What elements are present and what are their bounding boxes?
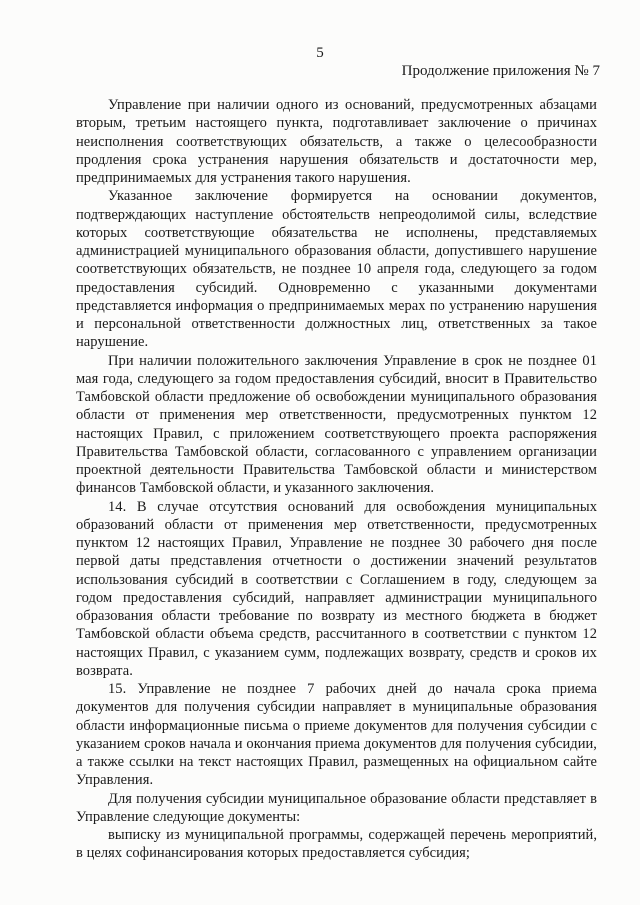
paragraph-documents-intro: Для получения субсидии муниципальное образование области представляет в Управление следующие документы: [76, 790, 597, 825]
appendix-continuation-header: Продолжение приложения № 7 [401, 63, 600, 79]
paragraph-item-15: 15. Управление не позднее 7 рабочих дней до начала срока приема документов для получения субсидии направляет в муниципальные образования области информационные письма о приеме документов для получения субсидии с указанием сроков начала и окончания приема документов для получения субсидии, а также ссылки на текст настоящих Правил, размещенных на официальном сайте Управления. [76, 681, 597, 789]
paragraph-program-extract: выписку из муниципальной программы, содержащей перечень мероприятий, в целях софинансирования которых предоставляется субсидия; [76, 827, 597, 862]
page-number: 5 [316, 45, 324, 61]
document-body [76, 96, 597, 863]
paragraph-conclusion: Управление при наличии одного из оснований, предусмотренных абзацами вторым, третьим настоящего пункта, подготавливает заключение о причинах неисполнения соответствующих обязательств, а также о целесообразности продления срока устранения нарушения обязательств и достаточности мер, предпринимаемых для устранения такого нарушения. [76, 97, 597, 186]
paragraph-positive-conclusion: При наличии положительного заключения Управление в срок не позднее 01 мая года, следующего за годом предоставления субсидий, вносит в Правительство Тамбовской области предложение об освобождении муниципального образования области от применения мер ответственности, предусмотренных пунктом 12 настоящих Правил, с приложением соответствующего проекта распоряжения Правительства Тамбовской области, согласованного с управлением организации проектной деятельности Правительства Тамбовской области и министерством финансов Тамбовской области, и указанного заключения. [76, 352, 597, 497]
paragraph-conclusion-basis: Указанное заключение формируется на основании документов, подтверждающих наступление обстоятельств непреодолимой силы, вследствие которых соответствующие обязательства не исполнены, представляемых администрацией муниципального образования области, допустившего нарушение соответствующих обязательств, не позднее 10 апреля года, следующего за годом предоставления субсидий. Одновременно с указанными документами представляется информация о предпринимаемых мерах по устранению нарушения и персональной ответственности должностных лиц, ответственных за такое нарушение. [76, 188, 597, 351]
paragraph-item-14: 14. В случае отсутствия оснований для освобождения муниципальных образований области от применения мер ответственности, предусмотренных пунктом 12 настоящих Правил, Управление не позднее 30 рабочего дня после первой даты представления отчетности о достижении значений результатов использования субсидий в соответствии с Соглашением в году, следующем за годом предоставления субсидий, направляет администрации муниципального образования области требование по возврату из местного бюджета в бюджет Тамбовской области объема средств, рассчитанного в соответствии с пунктом 12 настоящих Правил, с указанием сумм, подлежащих возврату, средств и сроков их возврата. [76, 498, 597, 679]
